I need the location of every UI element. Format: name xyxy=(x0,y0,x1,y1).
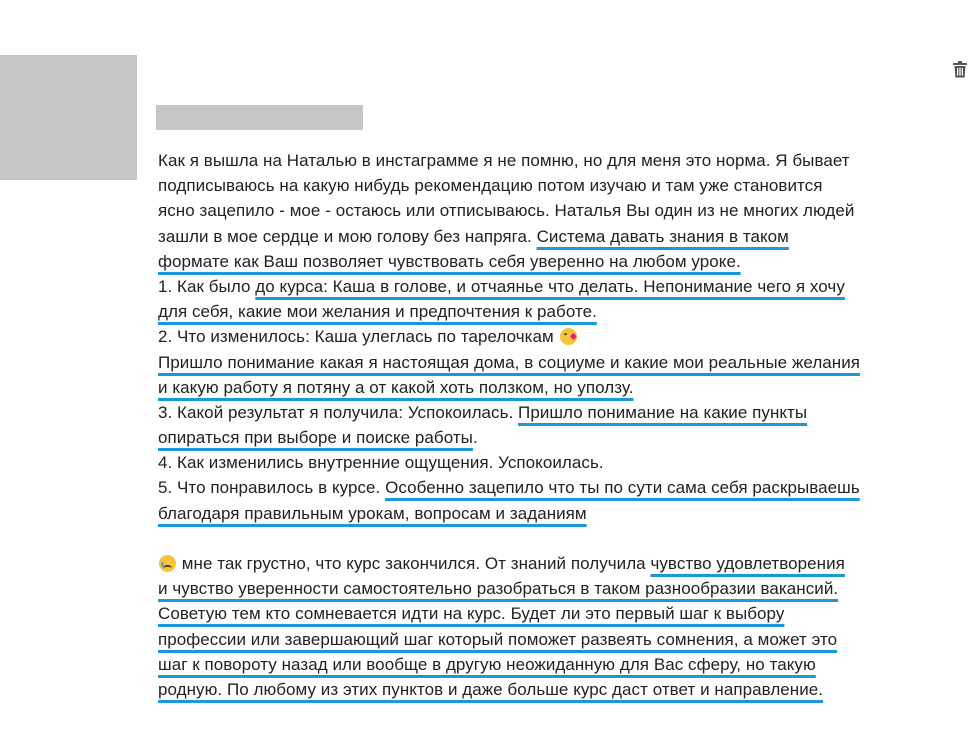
review-line xyxy=(158,274,958,299)
highlighted-text: шаг к повороту назад или вообще в другую неожиданную для Вас сферу, но такую xyxy=(158,654,816,674)
highlighted-text: Пришло понимание какая я настоящая дома, в социуме и какие мои реальные желания xyxy=(158,352,861,372)
blank-line xyxy=(158,526,958,551)
highlighted-text: Система давать знания в таком xyxy=(536,226,789,246)
delete-button[interactable] xyxy=(949,58,971,80)
review-line xyxy=(158,425,958,450)
review-line xyxy=(158,677,958,702)
review-text-segment: . xyxy=(472,428,478,448)
review-text-segment: зашли в мое сердце и мою голову без напряга. xyxy=(158,226,537,246)
highlighted-text: чувство удовлетворения xyxy=(650,554,845,573)
review-line xyxy=(158,601,958,626)
review-text-segment: 5. Что понравилось в курсе. xyxy=(158,478,386,498)
review-line xyxy=(158,501,958,526)
review-line xyxy=(158,224,958,249)
avatar-placeholder xyxy=(0,55,137,180)
review-line xyxy=(158,173,958,198)
sad-emoji-icon xyxy=(159,555,176,572)
review-line xyxy=(158,627,958,652)
kiss-emoji-icon xyxy=(560,328,577,345)
highlighted-text: и чувство уверенности самостоятельно разобраться в таком разнообразии вакансий. xyxy=(158,579,839,599)
highlighted-text: для себя, какие мои желания и предпочтения к работе. xyxy=(158,302,597,322)
review-text-segment: 2. Что изменилось: Каша улеглась по тарелочкам xyxy=(158,327,559,347)
highlighted-text: родную. По любому из этих пунктов и даже больше курс даст ответ и направление. xyxy=(158,679,824,699)
review-line xyxy=(158,148,958,173)
review-text-segment: 1. Как было xyxy=(158,276,256,296)
highlighted-text: Пришло понимание на какие пункты xyxy=(518,402,808,422)
review-text-segment: мне так грустно, что курс закончился. От знаний получила xyxy=(177,554,651,573)
highlighted-text: Особенно зацепило что ты по сути сама себя раскрываешь xyxy=(385,478,860,498)
review-text-segment: ясно зацепило - мое - остаюсь или отписываюсь. Наталья Вы один из не многих людей xyxy=(158,201,855,221)
review-text-segment: 3. Какой результат я получила: Успокоилась. xyxy=(158,402,519,422)
review-text-segment: 4. Как изменились внутренние ощущения. Успокоилась. xyxy=(158,453,604,473)
review-line xyxy=(158,450,958,475)
review-line xyxy=(158,475,958,500)
highlighted-text: Советую тем кто сомневается идти на курс. Будет ли это первый шаг к выбору xyxy=(158,604,785,624)
highlighted-text: до курса: Каша в голове, и отчаянье что делать. Непонимание чего я хочу xyxy=(255,276,845,296)
highlighted-text: и какую работу я потяну а от какой хоть ползком, но уползу. xyxy=(158,377,634,397)
review-line xyxy=(158,198,958,223)
highlighted-text: формате как Ваш позволяет чувствовать себя уверенно на любом уроке. xyxy=(158,251,741,271)
review-text-segment: Как я вышла на Наталью в инстаграмме я не помню, но для меня это норма. Я бывает xyxy=(158,151,850,170)
review-line xyxy=(158,375,958,400)
review-line xyxy=(158,652,958,677)
review-line xyxy=(158,249,958,274)
highlighted-text: благодаря правильным урокам, вопросам и заданиям xyxy=(158,503,587,523)
author-name-placeholder xyxy=(156,105,363,130)
highlighted-text: опираться при выборе и поиске работы xyxy=(158,428,473,448)
review-text-segment: подписываюсь на какую нибудь рекомендацию потом изучаю и там уже становится xyxy=(158,176,823,196)
review-line xyxy=(158,400,958,425)
review-line xyxy=(158,299,958,324)
highlighted-text: профессии или завершающий шаг который поможет развеять сомнения, а может это xyxy=(158,629,838,649)
review-text xyxy=(158,148,958,702)
review-line xyxy=(158,551,958,576)
review-line xyxy=(158,350,958,375)
review-line xyxy=(158,576,958,601)
review-line xyxy=(158,324,958,349)
trash-icon xyxy=(953,61,967,78)
